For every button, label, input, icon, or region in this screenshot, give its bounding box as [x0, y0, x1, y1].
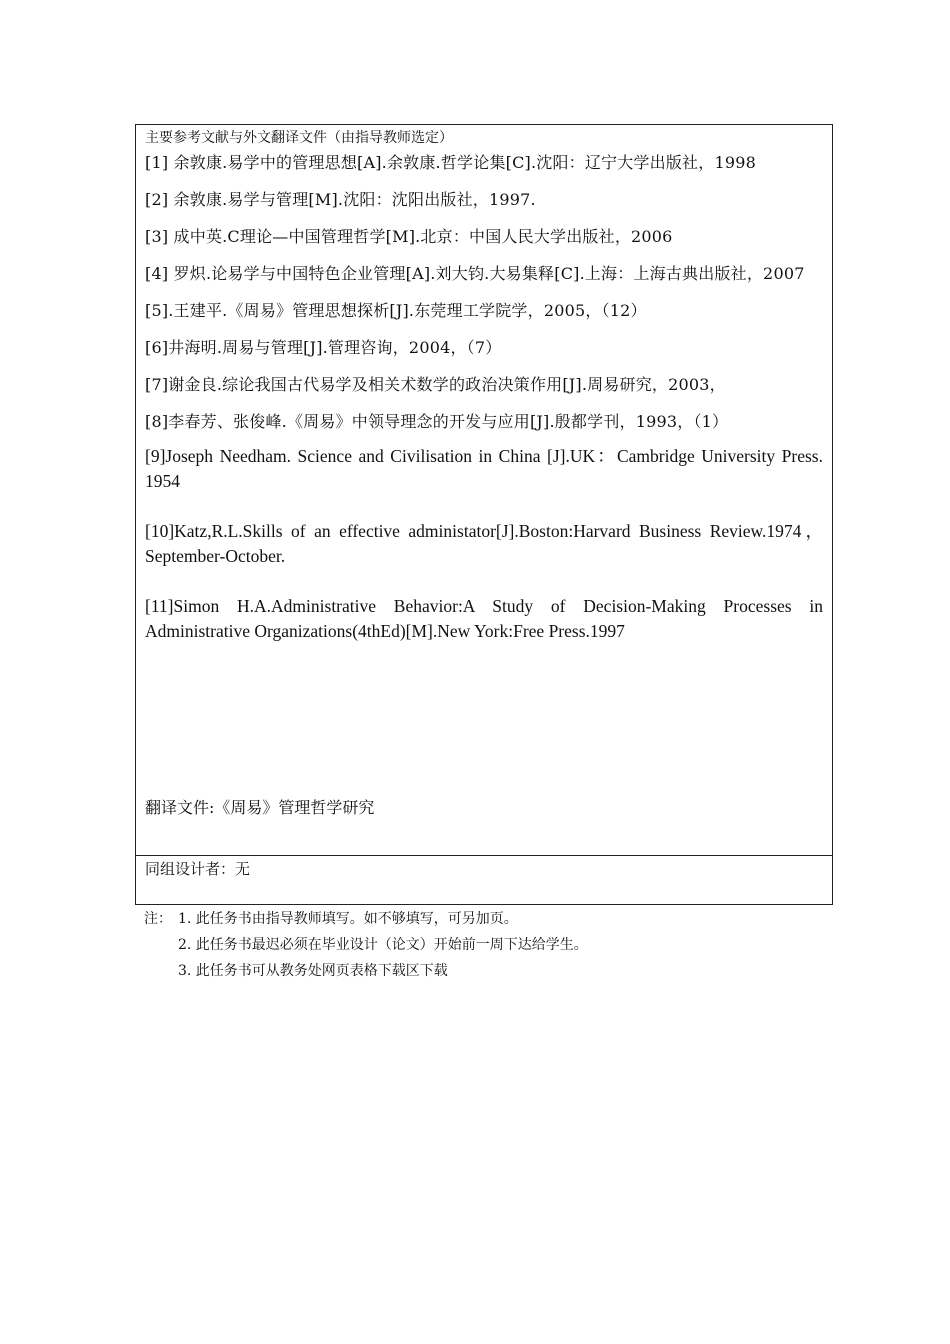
- co-designers-cell: [136, 856, 832, 904]
- translation-file-label: 翻译文件:《周易》管理哲学研究: [145, 798, 375, 817]
- references-cell: [136, 125, 832, 856]
- reference-item: [3] 成中英.C理论—中国管理哲学[M].北京：中国人民大学出版社，2006: [145, 227, 673, 246]
- note-item: [144, 906, 588, 932]
- note-text: 3. 此任务书可从教务处网页表格下载区下载: [178, 963, 448, 979]
- references-heading: 主要参考文献与外文翻译文件（由指导教师选定）: [145, 130, 453, 146]
- note-item: [144, 958, 588, 984]
- reference-item: [8]李春芳、张俊峰.《周易》中领导理念的开发与应用[J].殷都学刊，1993，（1）: [145, 412, 729, 431]
- co-designers-label: 同组设计者：无: [145, 860, 251, 878]
- reference-item: [4] 罗炽.论易学与中国特色企业管理[A].刘大钧.大易集释[C].上海：上海古典出版社，2007: [145, 264, 805, 283]
- reference-item: [7]谢金良.综论我国古代易学及相关术数学的政治决策作用[J].周易研究，2003，: [145, 375, 726, 394]
- note-text: 2. 此任务书最迟必须在毕业设计（论文）开始前一周下达给学生。: [178, 937, 588, 953]
- reference-item: [2] 余敦康.易学与管理[M].沈阳：沈阳出版社，1997.: [145, 190, 536, 209]
- reference-item: [1] 余敦康.易学中的管理思想[A].余敦康.哲学论集[C].沈阳：辽宁大学出版社，1998: [145, 153, 756, 172]
- notes-section: [144, 906, 588, 984]
- reference-item: [10]Katz,R.L.Skills of an effective administator[J].Boston:Harvard Business Review.1974，September-October.: [145, 521, 823, 566]
- reference-item: [6]井海明.周易与管理[J].管理咨询，2004，（7）: [145, 338, 502, 357]
- assignment-form-table: [135, 124, 833, 905]
- note-item: [144, 932, 588, 958]
- reference-item: [11]Simon H.A.Administrative Behavior:A Study of Decision-Making Processes in Administrative Organizations(4thEd)[M].New York:Free Press.1997: [145, 596, 823, 641]
- notes-prefix: 注：: [144, 911, 172, 927]
- reference-item: [5].王建平.《周易》管理思想探析[J].东莞理工学院学，2005，（12）: [145, 301, 647, 320]
- note-text: 1. 此任务书由指导教师填写。如不够填写，可另加页。: [178, 911, 518, 927]
- reference-item: [9]Joseph Needham. Science and Civilisation in China [J].UK：Cambridge University Press. 1954: [145, 446, 823, 491]
